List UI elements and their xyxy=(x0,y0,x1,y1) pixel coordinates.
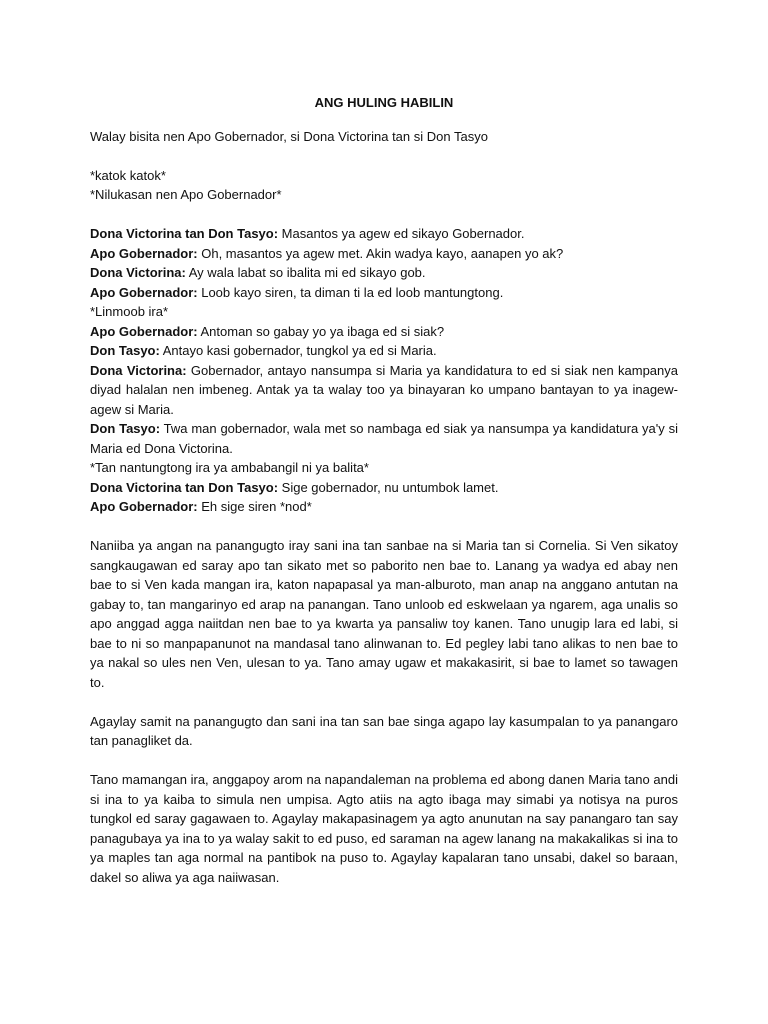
dialogue-text: Twa man gobernador, wala met so nambaga ed siak ya nansumpa ya kandidatura ya'y si Maria ed Dona Victorina. xyxy=(90,421,678,456)
spacer xyxy=(90,205,678,225)
intro-line: Walay bisita nen Apo Gobernador, si Dona Victorina tan si Don Tasyo xyxy=(90,128,488,144)
stage-direction-open: *Nilukasan nen Apo Gobernador* xyxy=(90,187,282,202)
dialogue-line xyxy=(90,224,678,244)
speaker-name: Don Tasyo: xyxy=(90,421,161,436)
body-paragraph: Naniiba ya angan na panangugto iray sani ina tan sanbae na si Maria tan si Cornelia. Si Ven sikatoy sangkaugawan ed saray apo tan sikato met so paborito nen bae to. Lanang ya wadya ed abay nen bae to si Ven kada mangan ira, katon napapasal ya man-alburoto, man anap na anggano antutan na gabay to, tan mangarinyo ed arap na panangan. Tano unloob ed eskwelaan ya ngarem, aga unalis so apo anggad agga naiitdan nen bae to ya kwarta ya pansaliw toy kanen. Tano unugip lara ed labi, si bae to ni so manpapanunot na mandasal tano alinwanan to. Ed pegley labi tano alikas to nen bae to ya nakal so ules nen Ven, ulesan to ya. Tano amay ugaw et makakasirit, si bae to lamet so tawagen to. xyxy=(90,538,678,690)
dialogue-line xyxy=(90,361,678,420)
dialogue-text: *Linmoob ira* xyxy=(90,304,169,319)
dialogue-text: Gobernador, antayo nansumpa si Maria ya kandidatura to ed si siak nen kampanya diyad halalan nen imbeneg. Antak ya ta walay too ya binayaran ko umpano bantayan to ya inagew-agew si Maria. xyxy=(90,362,678,417)
spacer xyxy=(90,146,678,166)
dialogue-text: Ay wala labat so ibalita mi ed sikayo gob. xyxy=(185,265,426,280)
spacer xyxy=(90,692,678,712)
sound-effect-knock: *katok katok* xyxy=(90,167,166,183)
dialogue-text: Antayo kasi gobernador, tungkol ya ed si Maria. xyxy=(159,343,437,358)
dialogue-line xyxy=(90,322,678,342)
speaker-name: Apo Gobernador: xyxy=(90,323,198,339)
dialogue-text: Masantos ya agew ed sikayo Gobernador. xyxy=(278,226,525,241)
dialogue-text: Eh sige siren *nod* xyxy=(197,499,312,514)
dialogue-line xyxy=(90,341,678,361)
speaker-name: Dona Victorina tan Don Tasyo: xyxy=(90,479,279,495)
dialogue-line xyxy=(90,478,678,498)
body-paragraph: Agaylay samit na panangugto dan sani ina tan san bae singa agapo lay kasumpalan to ya panangaro tan panagliket da. xyxy=(90,713,678,748)
spacer xyxy=(90,751,678,771)
dialogue-line xyxy=(90,263,678,283)
speaker-name: Dona Victorina: xyxy=(90,265,186,280)
speaker-name: Apo Gobernador: xyxy=(90,499,198,514)
dialogue-line xyxy=(90,497,678,517)
document-title: ANG HULING HABILIN xyxy=(314,95,454,110)
speaker-name: Don Tasyo: xyxy=(90,343,160,358)
dialogue-line xyxy=(90,283,678,303)
speaker-name: Apo Gobernador: xyxy=(90,245,198,261)
dialogue-text: Loob kayo siren, ta diman ti la ed loob mantungtong. xyxy=(197,284,504,300)
spacer xyxy=(90,517,678,537)
speaker-name: Dona Victorina: xyxy=(90,362,187,378)
dialogue-block xyxy=(90,224,678,517)
speaker-name: Dona Victorina tan Don Tasyo: xyxy=(90,226,279,241)
dialogue-line xyxy=(90,419,678,458)
dialogue-text: Sige gobernador, nu untumbok lamet. xyxy=(278,479,499,495)
dialogue-text: Antoman so gabay yo ya ibaga ed si siak? xyxy=(197,323,445,339)
dialogue-text: *Tan nantungtong ira ya ambabangil ni ya balita* xyxy=(90,460,369,475)
body-paragraph: Tano mamangan ira, anggapoy arom na napandaleman na problema ed abong danen Maria tano andi si ina to ya kaiba to simula nen umpisa. Agto atiis na agto ibaga may simabi ya notisya na puros tungkol ed saray gagawaen to. Agaylay makapasinagem ya agto anunutan na say panangaro tan say panagubaya ya ina to ya walay sakit to ed puso, ed saraman na agew lanang na makakalikas si ina to ya maples tan aga normal na pantibok na puso to. Agaylay kapalaran tano unsabi, dakel so baraan, dakel so aliwa ya aga naiiwasan. xyxy=(90,772,678,885)
speaker-name: Apo Gobernador: xyxy=(90,284,198,300)
dialogue-line xyxy=(90,244,678,264)
stage-direction xyxy=(90,458,678,478)
stage-direction xyxy=(90,302,678,322)
dialogue-text: Oh, masantos ya agew met. Akin wadya kayo, aanapen yo ak? xyxy=(197,245,564,261)
